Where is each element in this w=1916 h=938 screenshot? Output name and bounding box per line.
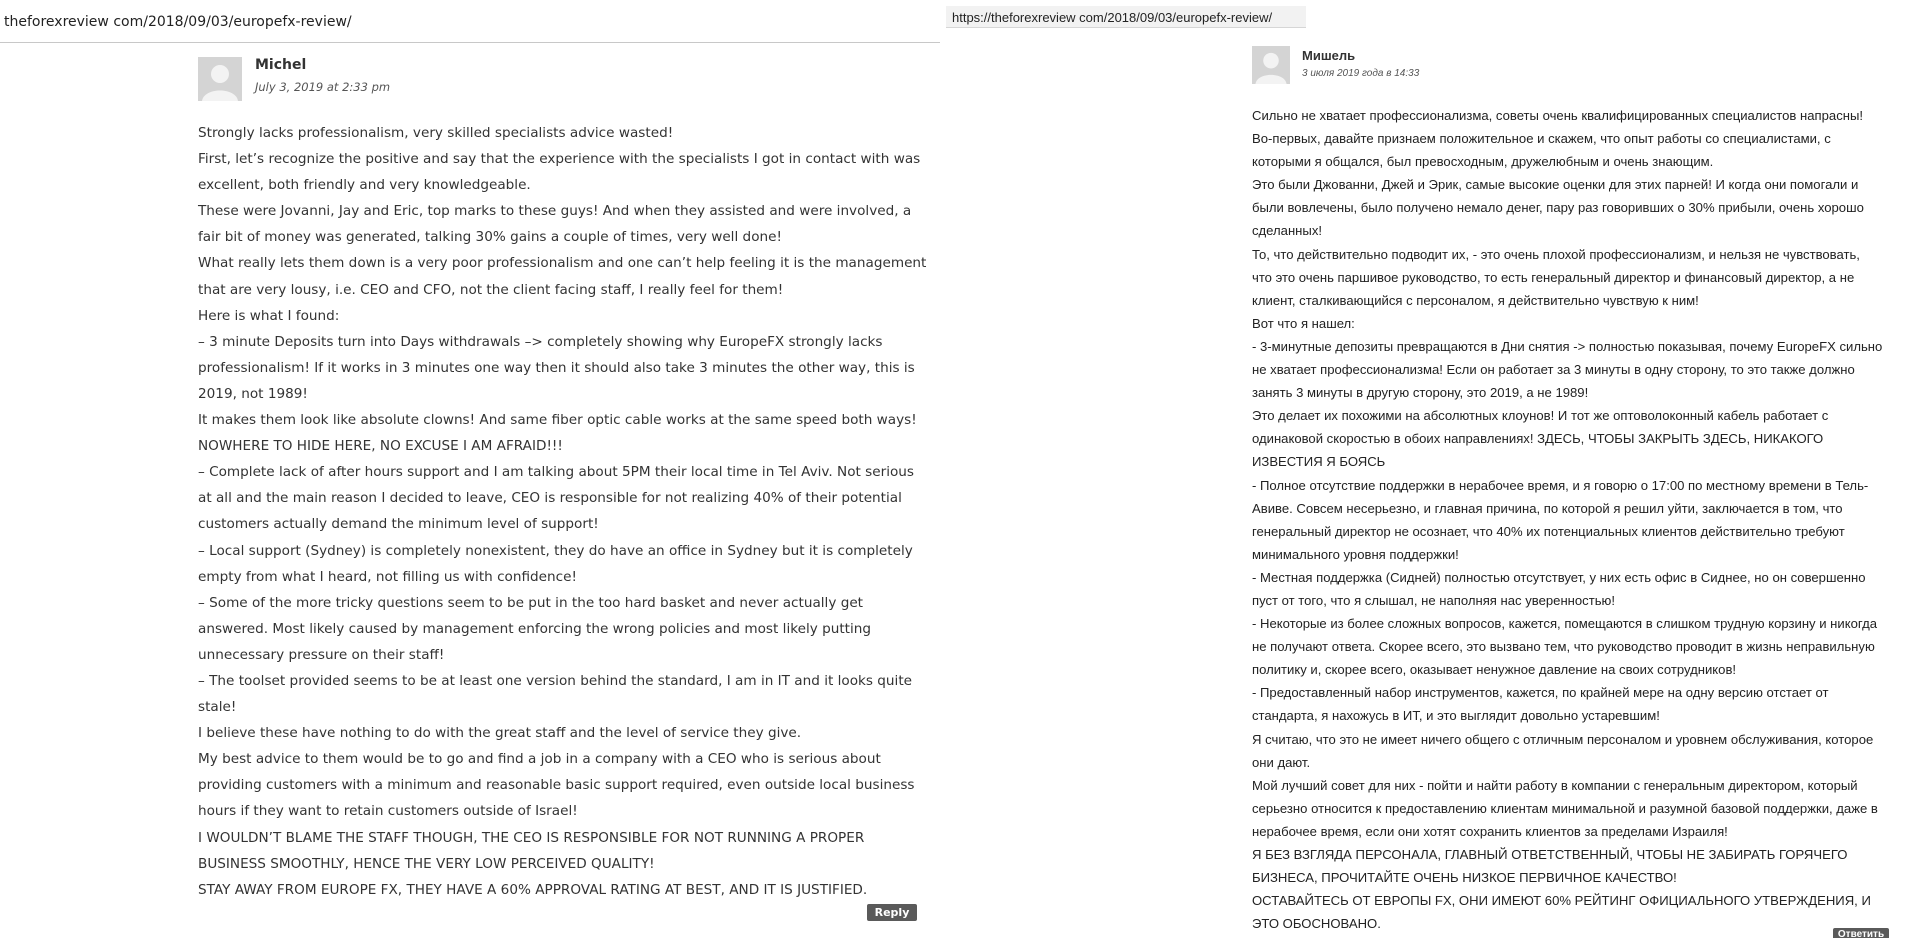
comment-line: Here is what I found:: [198, 307, 340, 324]
avatar: [198, 57, 242, 101]
comment-line: ИЗВЕСТИЯ Я БОЯСЬ: [1252, 454, 1386, 470]
comment-line: – Some of the more tricky questions seem to be put in the too hard basket and never actually get: [198, 594, 864, 611]
comment-body: [198, 120, 928, 903]
comment-line: professionalism! If it works in 3 minutes one way then it should also take 3 minutes the other way, this is: [198, 359, 915, 376]
comment-body: [1252, 104, 1892, 935]
comment-line: они дают.: [1252, 754, 1311, 770]
comment-line: ОСТАВАЙТЕСЬ ОТ ЕВРОПЫ FX, ОНИ ИМЕЮТ 60% РЕЙТИНГ ОФИЦИАЛЬНОГО УТВЕРЖДЕНИЯ, И: [1252, 893, 1871, 909]
comment-line: политику и, скорее всего, оказывает ненужное давление на своих сотрудников!: [1252, 662, 1737, 678]
comment-line: stale!: [198, 699, 237, 716]
comment-date[interactable]: 3 июля 2019 года в 14:33: [1302, 68, 1420, 79]
comment-line: excellent, both friendly and very knowledgeable.: [198, 177, 531, 194]
comment-line: Это были Джованни, Джей и Эрик, самые высокие оценки для этих парней! И когда они помогали и: [1252, 177, 1859, 193]
reply-button[interactable]: Ответить: [1833, 928, 1889, 938]
comment-line: стандарта, я нахожусь в ИТ, и это выглядит довольно устаревшим!: [1252, 708, 1660, 724]
comment-line: – Local support (Sydney) is completely nonexistent, they do have an office in Sydney but it is completely: [198, 542, 913, 559]
comment-line: - Полное отсутствие поддержки в нерабочее время, и я говорю о 17:00 по местному времени в Тель-: [1252, 477, 1869, 493]
comment-line: STAY AWAY FROM EUROPE FX, THEY HAVE A 60% APPROVAL RATING AT BEST, AND IT IS JUSTIFIED.: [198, 881, 868, 898]
comment-line: It makes them look like absolute clowns! And same fiber optic cable works at the same speed both ways!: [198, 412, 917, 429]
comment-line: hours if they want to retain customers outside of Israel!: [198, 803, 578, 820]
comment-line: - 3-минутные депозиты превращаются в Дни снятия -> полностью показывая, почему EuropeFX сильно: [1252, 338, 1883, 354]
address-bar-url[interactable]: https://theforexreview com/2018/09/03/europefx-review/: [946, 6, 1306, 28]
comment-line: Я БЕЗ ВЗГЛЯДА ПЕРСОНАЛА, ГЛАВНЫЙ ОТВЕТСТВЕННЫЙ, ЧТОБЫ НЕ ЗАБИРАТЬ ГОРЯЧЕГО: [1252, 847, 1848, 862]
comment-line: First, let’s recognize the positive and say that the experience with the specialists I got in contact with was: [198, 151, 921, 168]
comment-line: empty from what I heard, not filling us with confidence!: [198, 568, 577, 585]
comment-line: Я считаю, что это не имеет ничего общего с отличным персоналом и уровнем обслуживания, которое: [1252, 731, 1874, 747]
reply-button[interactable]: Reply: [867, 904, 917, 921]
comment-line: providing customers with a minimum and reasonable basic support required, even outside local business: [198, 777, 915, 794]
comment-line: не хватает профессионализма! Если он работает за 3 минуты в одну сторону, то это также должно: [1252, 362, 1855, 378]
comment-author[interactable]: Мишель: [1302, 48, 1356, 63]
address-bar-divider: [0, 42, 940, 43]
comment-line: ЭТО ОБОСНОВАНО.: [1252, 916, 1381, 932]
comment-line: Это делает их похожими на абсолютных клоунов! И тот же оптоволоконный кабель работает с: [1252, 408, 1829, 424]
comment-line: I WOULDN’T BLAME THE STAFF THOUGH, THE CEO IS RESPONSIBLE FOR NOT RUNNING A PROPER: [198, 829, 865, 846]
comment-line: пуст от того, что я слышал, не наполняя нас уверенностью!: [1252, 592, 1616, 608]
comment-line: занять 3 минуты в другую сторону, это 2019, а не 1989!: [1252, 385, 1589, 401]
russian-comment-panel: [940, 0, 1916, 938]
comment-line: были вовлечены, было получено немало денег, пару раз говоривших о 30% прибыли, очень хорошо: [1252, 200, 1864, 216]
comment-line: Вот что я нашел:: [1252, 315, 1355, 331]
english-comment-panel: [0, 0, 940, 938]
comment-line: NOWHERE TO HIDE HERE, NO EXCUSE I AM AFRAID!!!: [198, 438, 563, 455]
comment-date[interactable]: July 3, 2019 at 2:33 pm: [255, 80, 391, 94]
comment-line: answered. Most likely caused by management enforcing the wrong policies and most likely putting: [198, 620, 872, 637]
comment-line: These were Jovanni, Jay and Eric, top marks to these guys! And when they assisted and were involved, a: [198, 203, 912, 220]
comment-line: что это очень паршивое руководство, то есть генеральный директор и финансовый директор, а не: [1252, 269, 1855, 285]
comment-line: – Complete lack of after hours support and I am talking about 5PM their local time in Tel Aviv. Not serious: [198, 464, 914, 481]
comment-line: Мой лучший совет для них - пойти и найти работу в компании с генеральным директором, который: [1252, 777, 1858, 793]
comment-line: – 3 minute Deposits turn into Days withdrawals –> completely showing why EuropeFX strongly lacks: [198, 333, 883, 350]
comment-line: I believe these have nothing to do with the great staff and the level of service they give.: [198, 725, 802, 742]
comment-line: 2019, not 1989!: [198, 385, 308, 402]
comment-line: серьезно относится к предоставлению клиентам минимальной и разумной базовой поддержки, даже в: [1252, 800, 1878, 816]
comment-line: - Местная поддержка (Сидней) полностью отсутствует, у них есть офис в Сиднее, но он совершенно: [1252, 569, 1866, 585]
address-bar-url[interactable]: theforexreview com/2018/09/03/europefx-review/: [4, 14, 352, 30]
comment-line: Во-первых, давайте признаем положительное и скажем, что опыт работы со специалистами, с: [1252, 131, 1831, 147]
comment-line: that are very lousy, i.e. CEO and CFO, not the client facing staff, I really feel for them!: [198, 281, 784, 298]
comment-line: Сильно не хватает профессионализма, советы очень квалифицированных специалистов напрасны!: [1252, 108, 1864, 123]
comment-author[interactable]: Michel: [255, 57, 307, 73]
comment-line: не получают ответа. Скорее всего, это вызвано тем, что руководство проводит в жизнь неправильную: [1252, 639, 1875, 655]
comment-line: которыми я общался, был превосходным, дружелюбным и очень знающим.: [1252, 154, 1714, 170]
comment-line: клиент, сталкивающийся с персоналом, я действительно чувствую к ним!: [1252, 292, 1699, 308]
comment-line: - Некоторые из более сложных вопросов, кажется, помещаются в слишком трудную корзину и никогда: [1252, 616, 1877, 632]
comment-line: генеральный директор не осознает, что 40% их потенциальных клиентов действительно требуют: [1252, 523, 1845, 539]
comment-line: одинаковой скоростью в обоих направлениях! ЗДЕСЬ, ЧТОБЫ ЗАКРЫТЬ ЗДЕСЬ, НИКАКОГО: [1252, 431, 1824, 447]
comment-line: сделанных!: [1252, 223, 1323, 239]
comment-line: – The toolset provided seems to be at least one version behind the standard, I am in IT and it looks quite: [198, 672, 913, 689]
comment-line: My best advice to them would be to go and find a job in a company with a CEO who is serious about: [198, 751, 881, 768]
user-placeholder-icon: [198, 57, 242, 101]
comment-line: Авиве. Совсем несерьезно, и главная причина, по которой я решил уйти, заключается в том, что: [1252, 500, 1843, 516]
comment-line: BUSINESS SMOOTHLY, HENCE THE VERY LOW PERCEIVED QUALITY!: [198, 855, 655, 872]
comment-line: What really lets them down is a very poor professionalism and one can’t help feeling it is the management: [198, 255, 927, 272]
comment-line: То, что действительно подводит их, - это очень плохой профессионализм, и нельзя не чувствовать,: [1252, 246, 1860, 262]
comment-line: fair bit of money was generated, talking 30% gains a couple of times, very well done!: [198, 229, 782, 246]
comment-line: unnecessary pressure on their staff!: [198, 646, 445, 663]
comment-line: БИЗНЕСА, ПРОЧИТАЙТЕ ОЧЕНЬ НИЗКОЕ ПЕРВИЧНОЕ КАЧЕСТВО!: [1252, 870, 1677, 886]
comment-line: at all and the main reason I decided to leave, CEO is responsible for not realizing 40% of their potential: [198, 490, 902, 507]
comment-line: нерабочее время, если они хотят сохранить клиентов за пределами Израиля!: [1252, 823, 1728, 839]
user-placeholder-icon: [1252, 46, 1290, 84]
comment-line: - Предоставленный набор инструментов, кажется, по крайней мере на одну версию отстает от: [1252, 685, 1829, 701]
comment-line: Strongly lacks professionalism, very skilled specialists advice wasted!: [198, 125, 674, 141]
comment-line: customers actually demand the minimum level of support!: [198, 516, 599, 533]
comment-line: минимального уровня поддержки!: [1252, 546, 1459, 562]
avatar: [1252, 46, 1290, 84]
